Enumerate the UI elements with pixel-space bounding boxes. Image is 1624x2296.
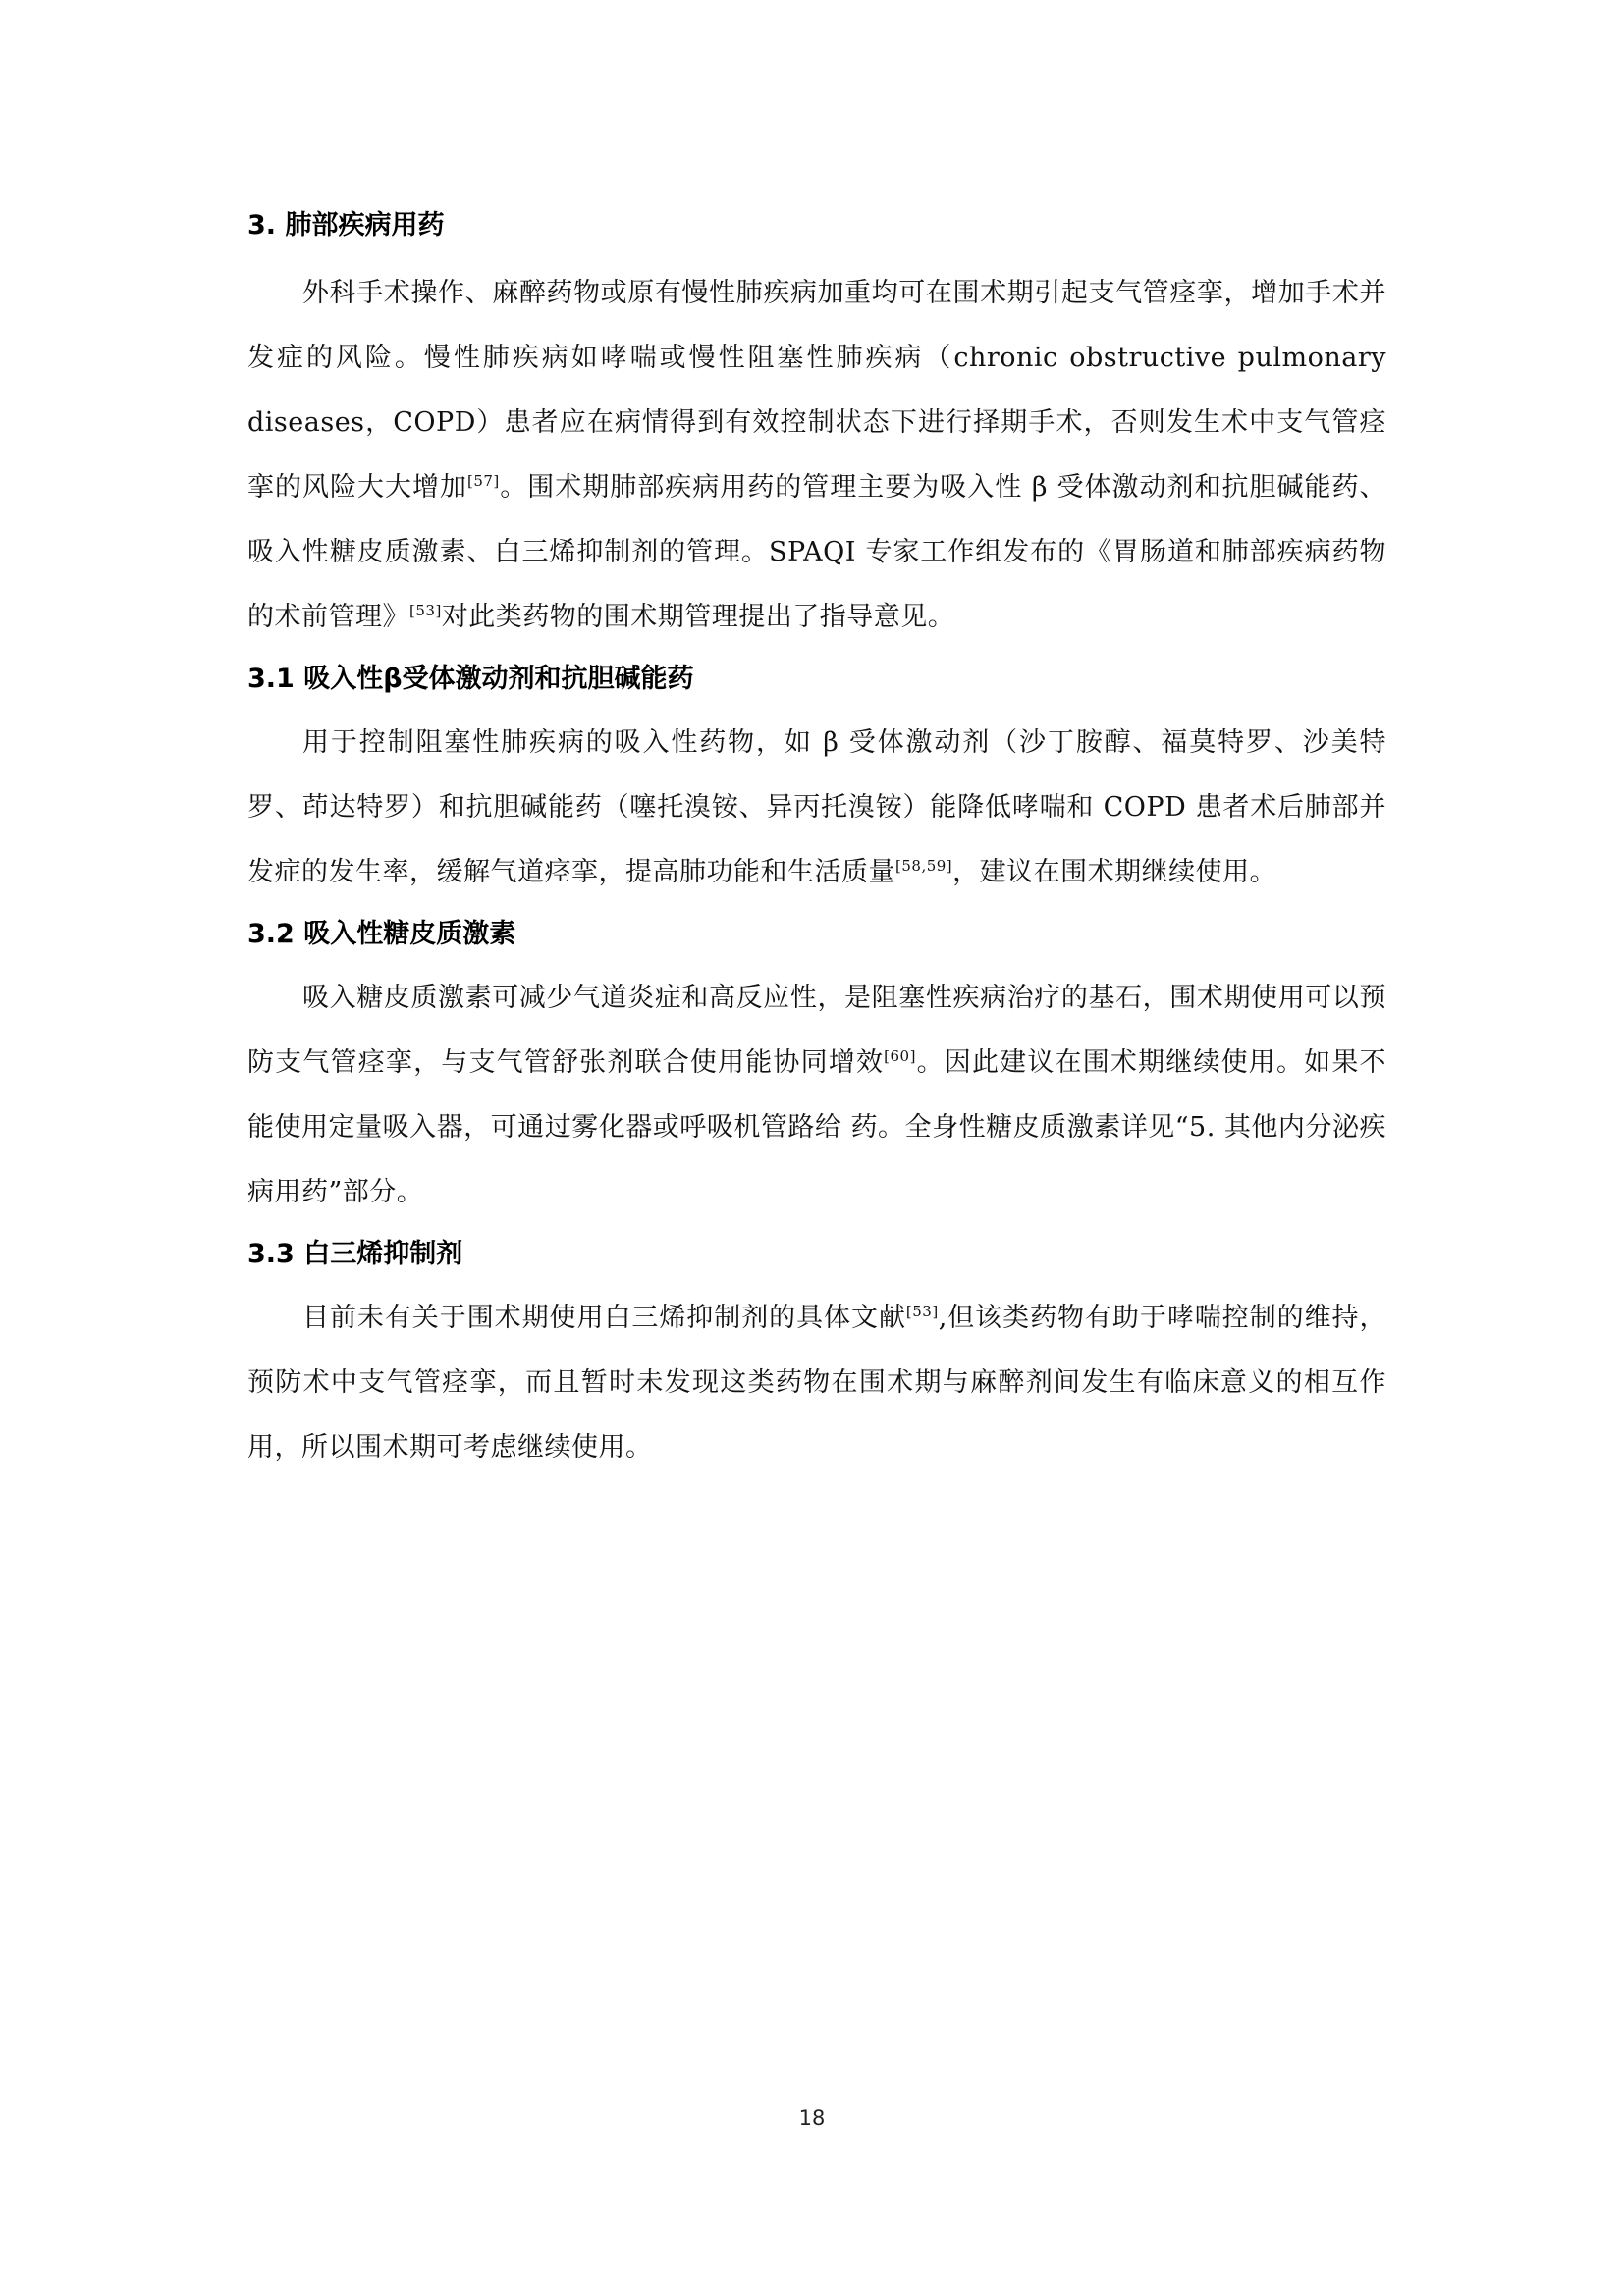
paragraph-3 [247,261,1386,650]
paragraph-text: 外科手术操作、麻醉药物或原有慢性肺疾病加重均可在围术期引起支气管痉挛，增加手术并发症的风险。慢性肺疾病如哮喘或慢性阻塞性肺疾病（chronic obstructive pulmonary diseases，COPD）患者应在病情得到有效控制状态下进行择期手术，否则发生术中支气管痉挛的风险大大增加 [247,278,1386,503]
citation-ref: [53] [905,1303,939,1320]
section-heading-3-1: 3.1 吸入性β受体激动剂和抗胆碱能药 [247,664,694,694]
paragraph-text: 对此类药物的围术期管理提出了指导意见。 [441,602,955,632]
paragraph-3-1 [247,711,1386,905]
citation-ref: [60] [884,1047,916,1065]
paragraph-text: 。围术期肺部疾病用药的管理主要为吸入性 β 受体激动剂和抗胆碱能药、吸入性糖皮质激素、白三烯抑制剂的管理。SPAQI 专家工作组发布的《胃肠道和肺部疾病药物的术前管理》 [247,472,1386,632]
citation-ref: [58,59] [895,857,953,875]
citation-ref: [57] [466,472,500,490]
paragraph-text: ,但该类药物有助于哮喘控制的维持，预防术中支气管痉挛，而且暂时未发现这类药物在围术期与麻醉剂间发生有临床意义的相互作用，所以围术期可考虑继续使用。 [247,1303,1386,1463]
paragraph-3-3 [247,1286,1386,1480]
section-heading-3: 3. 肺部疾病用药 [247,210,445,240]
paragraph-text: 用于控制阻塞性肺疾病的吸入性药物，如 β 受体激动剂（沙丁胺醇、福莫特罗、沙美特罗、茚达特罗）和抗胆碱能药（噻托溴铵、异丙托溴铵）能降低哮喘和 COPD 患者术后肺部并发症的发生率，缓解气道痉挛，提高肺功能和生活质量 [247,727,1386,887]
paragraph-text: ，建议在围术期继续使用。 [952,857,1277,887]
paragraph-text: 目前未有关于围术期使用白三烯抑制剂的具体文献 [302,1303,906,1333]
page-number: 18 [798,2107,826,2130]
section-heading-3-2: 3.2 吸入性糖皮质激素 [247,919,516,949]
paragraph-text: 吸入糖皮质激素可减少气道炎症和高反应性，是阻塞性疾病治疗的基石，围术期使用可以预防支气管痉挛，与支气管舒张剂联合使用能协同增效 [247,983,1386,1078]
paragraph-text: 。因此建议在围术期继续使用。如果不能使用定量吸入器，可通过雾化器或呼吸机管路给 药。全身性糖皮质激素详见“5. 其他内分泌疾病用药”部分。 [247,1047,1386,1207]
document-body [247,206,1386,1480]
citation-ref: [53] [409,602,442,619]
paragraph-3-2 [247,966,1386,1225]
section-heading-3-3: 3.3 白三烯抑制剂 [247,1239,463,1269]
